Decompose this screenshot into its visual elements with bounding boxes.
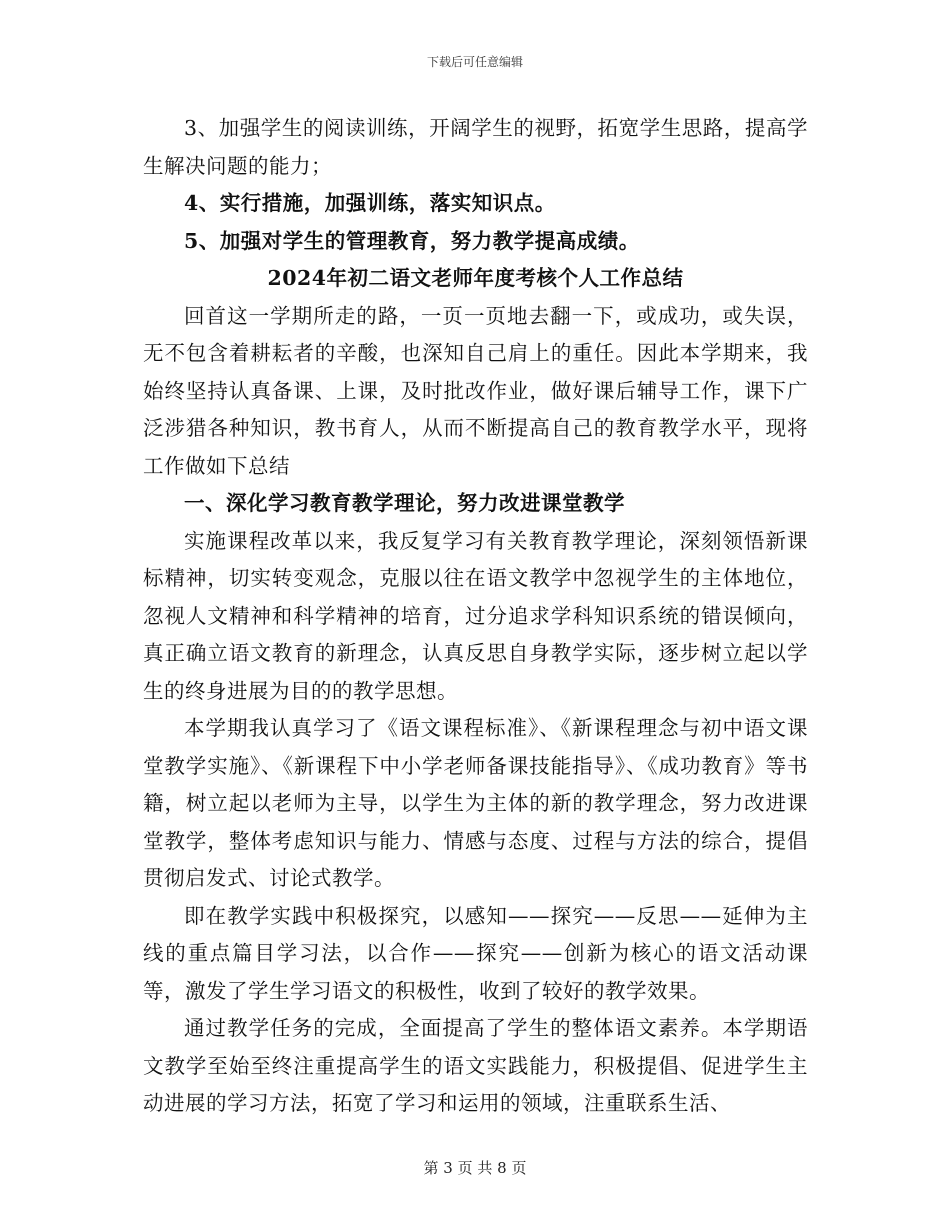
paragraph-item-3: 3、加强学生的阅读训练，开阔学生的视野，拓宽学生思路，提高学生解决问题的能力；	[143, 116, 808, 178]
body-paragraph: 实施课程改革以来，我反复学习有关教育教学理论，深刻领悟新课标精神，切实转变观念，克服以往在语文教学中忽视学生的主体地位，忽视人文精神和科学精神的培育，过分追求学科知识系统的错误倾向，真正确立语文教育的新理念，认真反思自身教学实际，逐步树立起以学生的终身进展为目的的教学思想。	[143, 528, 808, 703]
body-paragraph: 本学期我认真学习了《语文课程标准》、《新课程理念与初中语文课堂教学实施》、《新课程下中小学老师备课技能指导》、《成功教育》等书籍，树立起以老师为主导，以学生为主体的新的教学理念，努力改进课堂教学，整体考虑知识与能力、情感与态度、过程与方法的综合，提倡贯彻启发式、讨论式教学。	[143, 716, 808, 890]
body-paragraph: 通过教学任务的完成，全面提高了学生的整体语文素养。本学期语文教学至始至终注重提高学生的语文实践能力，积极提倡、促进学生主动进展的学习方法，拓宽了学习和运用的领域，注重联系生活、	[143, 1016, 808, 1115]
document-title: 2024年初二语文老师年度考核个人工作总结	[267, 266, 684, 290]
document-body	[143, 110, 808, 1123]
intro-paragraph: 回首这一学期所走的路，一页一页地去翻一下，或成功，或失误，无不包含着耕耘者的辛酸，也深知自己肩上的重任。因此本学期来，我始终坚持认真备课、上课，及时批改作业，做好课后辅导工作，课下广泛涉猎各种知识，教书育人，从而不断提高自己的教育教学水平，现将工作做如下总结	[143, 303, 808, 478]
paragraph-item-5: 5、加强对学生的管理教育，努力教学提高成绩。	[184, 228, 640, 253]
body-paragraph: 即在教学实践中积极探究，以感知——探究——反思——延伸为主线的重点篇目学习法，以合作——探究——创新为核心的语文活动课等，激发了学生学习语文的积极性，收到了较好的教学效果。	[143, 903, 808, 1003]
paragraph-item-4: 4、实行措施，加强训练，落实知识点。	[184, 191, 556, 215]
page-header: 下载后可任意编辑	[426, 55, 523, 69]
page-footer: 第 3 页 共 8 页	[423, 1159, 527, 1177]
section-heading-1: 一、深化学习教育教学理论，努力改进课堂教学	[184, 491, 625, 515]
